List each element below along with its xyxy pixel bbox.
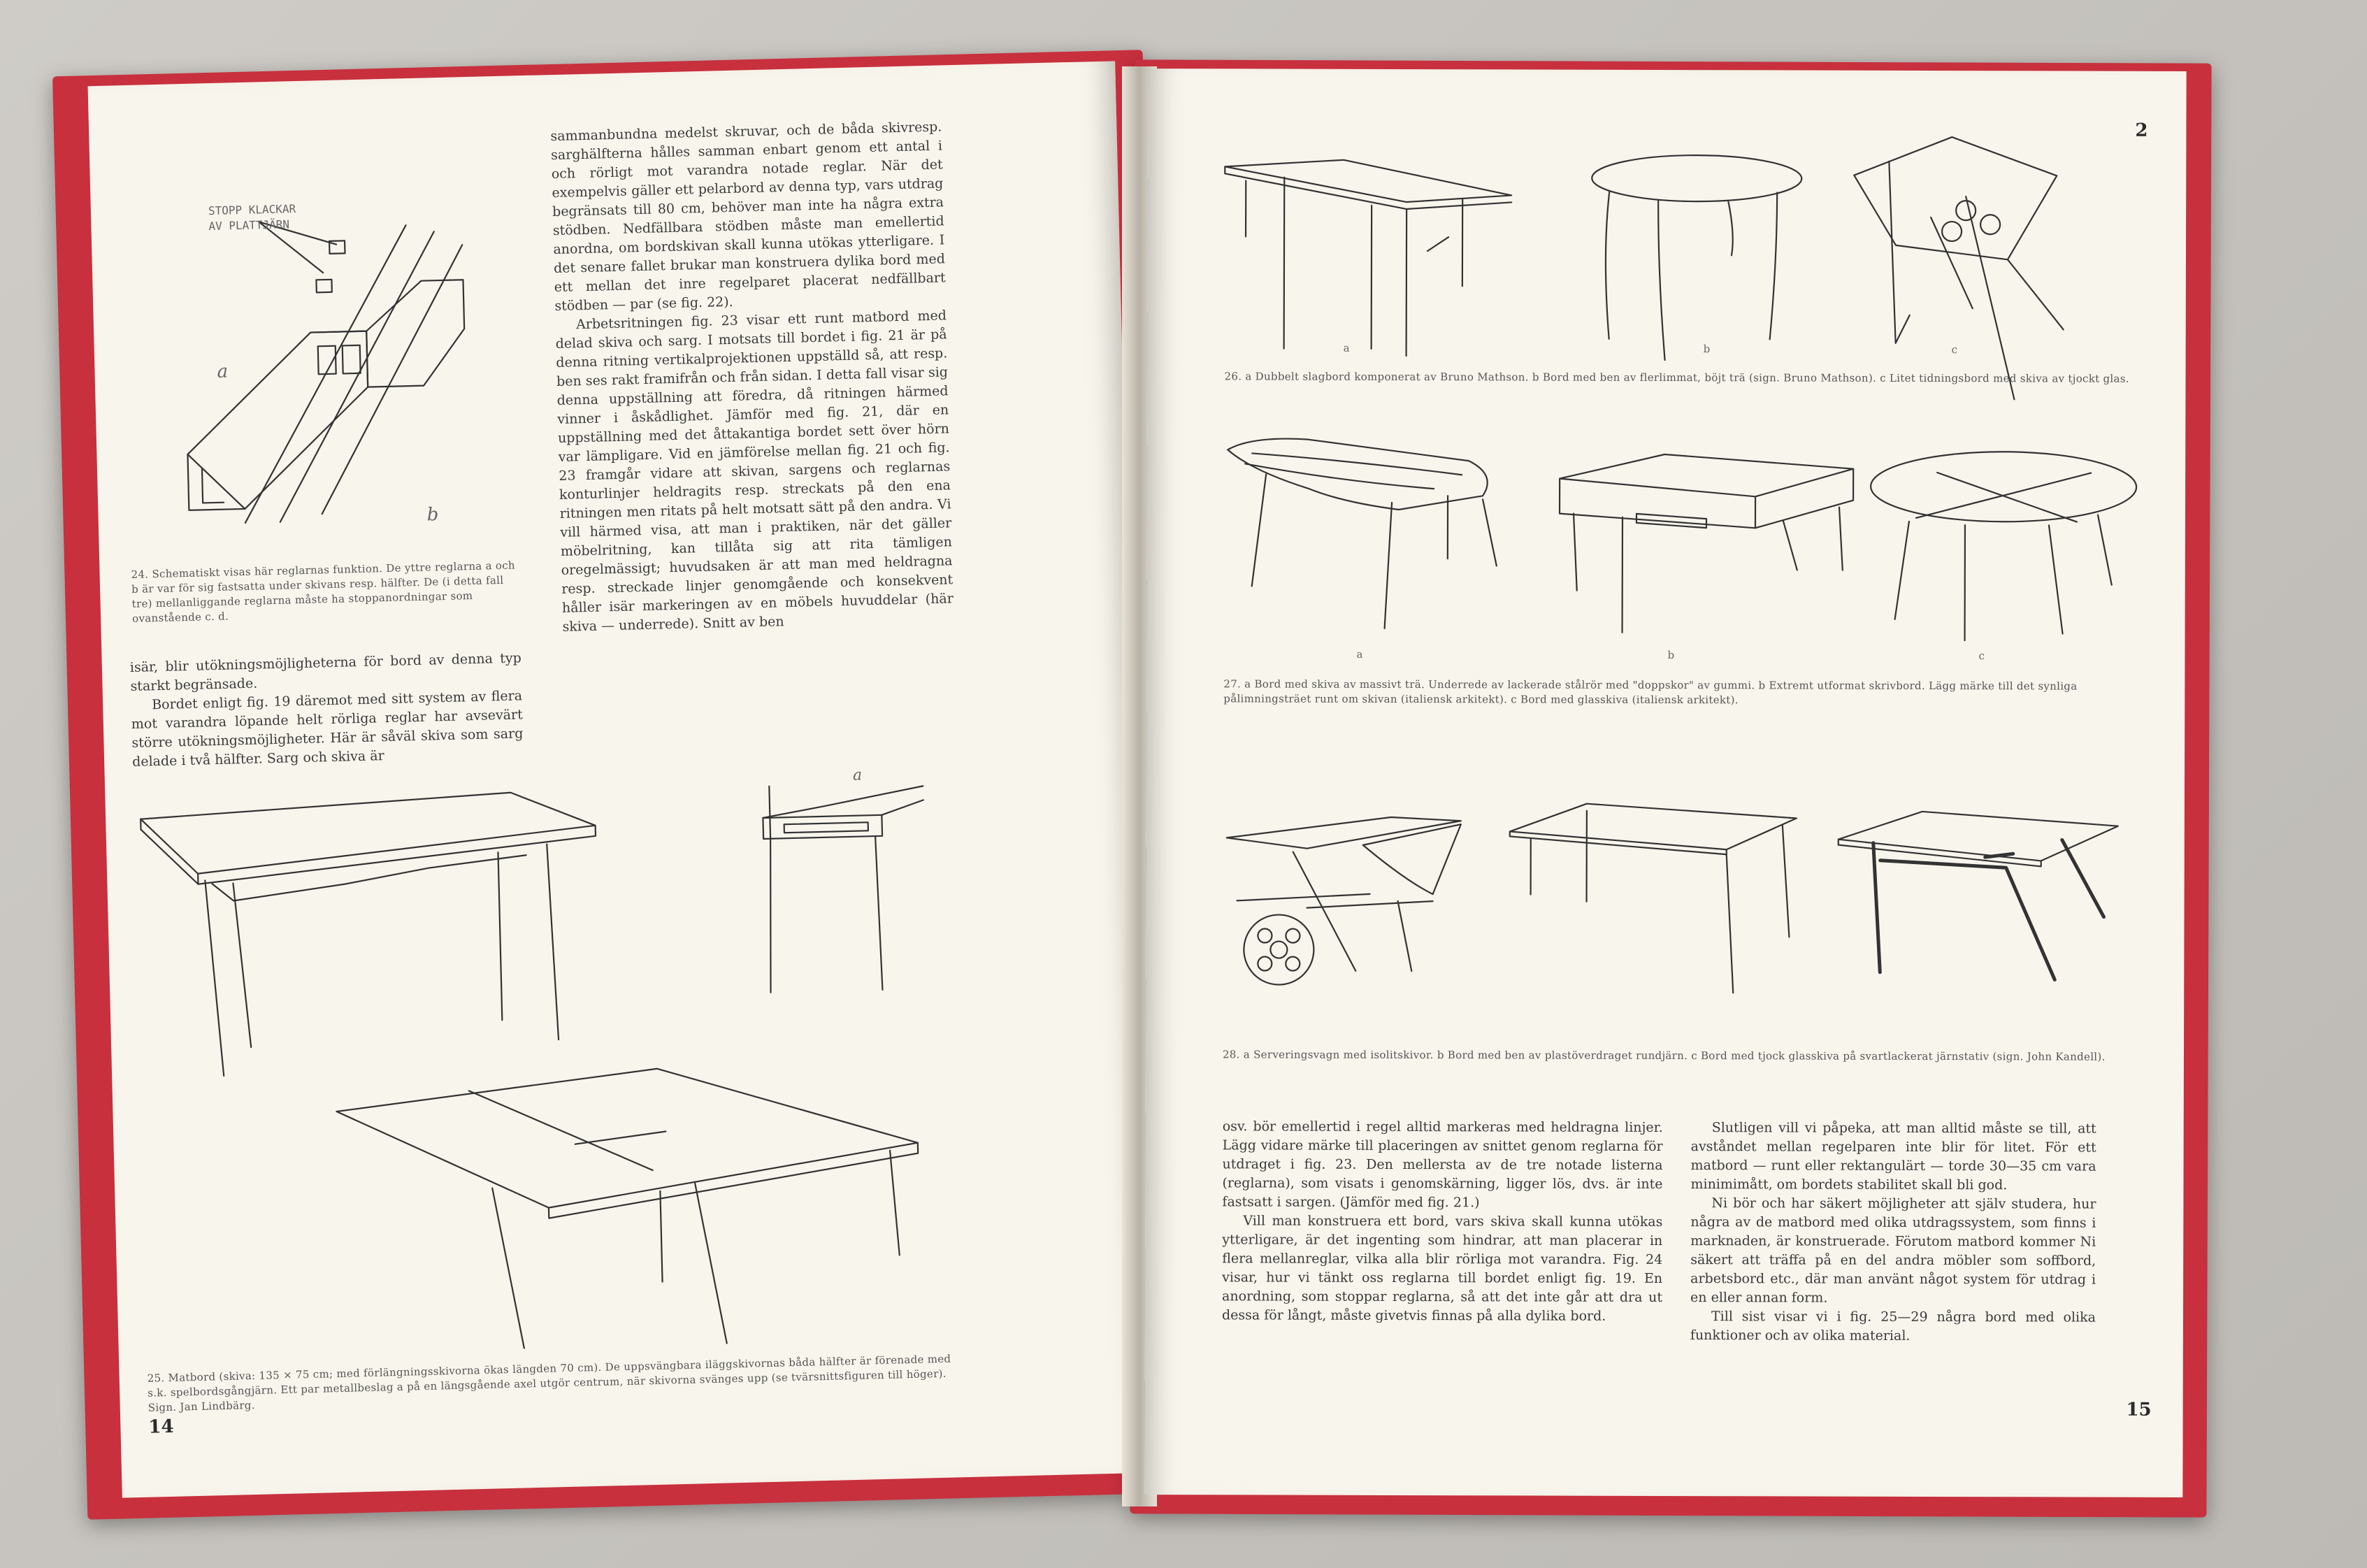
- left-col2-paragraph: sammanbundna medelst skruvar, och de båda skivresp. sarghälfterna hålles samman enbart genom ett antal i och rörligt mot varandra notade reglar. När det exempelvis gäller ett pelarbord av denna typ, vars utdrag begränsats till 80 cm, behöver man inte ha några extra stödben. Nedfällbara stödben måste man emellertid anordna, om bordskivan skall kunna utökas ytterligare. I det senare fallet brukar man konstruera dylika bord med ett mellan det inre regelparet placerat nedfällbart stödben — par (se fig. 22).: [550, 119, 946, 315]
- right-col1-paragraph: osv. bör emellertid i regel alltid markeras med heldragna linjer. Lägg vidare märke till placeringen av snittet genom reglarna för utdraget i fig. 23. Den mellersta av de tre notade listerna (reglarna), som visats i genomskärning, ligger lös, dvs. är inte fastsatt i sargen. (Jämför med fig. 21.): [1222, 1119, 1663, 1211]
- left-column-1: [130, 649, 524, 772]
- right-page: [1144, 69, 2186, 1497]
- fig28c-glass-table: [1831, 798, 2125, 1008]
- fig24-letter-a: a: [217, 361, 229, 382]
- page-number-left: 14: [148, 1416, 174, 1438]
- fig27a-wood-table: [1223, 432, 1504, 656]
- fig24-caption: 24. Schematiskt visas här reglarnas funktion. De yttre reglarna a och b är var för sig fastsatta under skivans resp. hälfter. De (i detta fall tre) mellanliggande reglarna måste ha stoppanordningar som ovanstående c. d.: [131, 559, 516, 625]
- fig26a-gateleg-table: [1218, 152, 1526, 356]
- fig27b-desk: [1552, 451, 1867, 661]
- right-col1-paragraph: Vill man konstruera ett bord, vars skiva skall kunna utökas ytterligare, är det ingenting som hindrar, att man placerar in flera mellanreglar, vilka alla blir rörliga mot varandra. Fig. 24 visar, hur vi tänkt oss reglarna till bordet enligt fig. 19. En anordning, som stoppar reglarna, så att det inte går att dra ut dessa för långt, måste givetvis finnas på alla dylika bord.: [1221, 1213, 1663, 1324]
- fig25-caption: 25. Matbord (skiva: 135 × 75 cm; med förlängningsskivorna ökas längden 70 cm). De uppsvängbara iläggskivornas båda hälfter är förenade med s.k. spelbordsgångjärn. Ett par metallbeslag a på en längsgående axel utgör centrum, när skivorna svänges upp (se tvärsnittsfiguren till höger). Sign. Jan Lindbärg.: [147, 1352, 951, 1414]
- fig25-letter-a: a: [852, 766, 863, 784]
- fig28a-serving-cart: [1223, 796, 1475, 1027]
- right-col2-paragraph: Slutligen vill vi påpeka, att man alltid måste se till, att avståndet mellan regelparen inte blir för litet. För ett matbord — runt eller rektangulärt — torde 30—35 cm vara minimimått, om bordets stabilitet skall bli god.: [1690, 1120, 2096, 1193]
- right-column-2: [1690, 1119, 2096, 1346]
- fig25-table-extended: [329, 1058, 930, 1367]
- fig27-letter-c: c: [1978, 649, 1985, 663]
- left-col1-paragraph: isär, blir utökningsmöjligheterna för bord av denna typ starkt begränsade.: [129, 650, 521, 695]
- fig26-caption: 26. a Dubbelt slagbord komponerat av Bruno Mathson. b Bord med ben av flerlimmat, böjt trä (sign. Bruno Mathson). c Litet tidningsbord med skiva av tjockt glas.: [1224, 370, 2129, 385]
- fig26-letter-b: b: [1703, 343, 1711, 356]
- fig24-letter-b: b: [426, 504, 439, 526]
- fig28b-table: [1502, 796, 1804, 1007]
- fig26b-round-table: [1588, 150, 1813, 361]
- fig27c-glass-table: [1866, 445, 2147, 655]
- right-col2-paragraph: Ni bör och har säkert möjligheter att själv studera, hur några av de matbord med olika utdragssystem, som finns i marknaden, är konstruerade. Förutom matbord kommer Ni säkert att träffa på en del andra möbler som soffbord, arbetsbord etc., där man använt något system för utdrag i en eller annan form.: [1690, 1195, 2096, 1306]
- left-col1-paragraph: Bordet enligt fig. 19 däremot med sitt system av flera mot varandra löpande helt rörliga reglar har avsevärt större utökningsmöjligheter. Här är såväl skiva som sarg delade i två hälfter. Sarg och skiva är: [131, 688, 524, 770]
- chapter-number: 2: [2135, 120, 2148, 141]
- fig26-letter-c: c: [1951, 343, 1958, 357]
- fig25-dining-table: [133, 786, 615, 1091]
- page-number-right: 15: [2126, 1399, 2152, 1420]
- left-page: [88, 61, 1150, 1497]
- fig24-label-line-2: AV PLATTJÄRN: [208, 217, 290, 233]
- fig28-caption: 28. a Serveringsvagn med isolitskivor. b Bord med ben av plastöverdraget rundjärn. c Bord med tjock glasskiva på svartlackerat järnstativ (sign. John Kandell).: [1222, 1048, 2106, 1063]
- right-col2-paragraph: Till sist visar vi i fig. 25—29 några bord med olika funktioner och av olika material.: [1690, 1309, 2096, 1344]
- fig24-label: [208, 201, 296, 234]
- fig27-letter-a: a: [1356, 647, 1363, 661]
- fig25-cross-section: [755, 771, 970, 1000]
- left-column-2: [550, 117, 954, 636]
- fig24-label-line-1: STOPP KLACKAR: [208, 202, 296, 218]
- fig27-letter-b: b: [1667, 649, 1675, 662]
- fig26c-magazine-table: [1846, 134, 2092, 407]
- fig26-letter-a: a: [1343, 341, 1350, 354]
- fig27-caption: 27. a Bord med skiva av massivt trä. Underrede av lackerade stålrör med "doppskor" av gummi. b Extremt utformat skrivbord. Lägg märke till det synliga pålimningsträet runt om skivan (italiensk arkitekt). c Bord med glasskiva (italiensk arkitekt).: [1223, 677, 2078, 707]
- right-column-1: [1222, 1117, 1663, 1326]
- left-col2-paragraph: Arbetsritningen fig. 23 visar ett runt matbord med delad skiva och sarg. I motsats till bordet i fig. 21 är på denna ritning vertikalprojektionen uppställd så, att resp. ben ses rakt framifrån och från sidan. I detta fall visar sig denna uppställning att föredra, då ritningen härmed vinner i åskådlighet. Jämför med fig. 21, där en uppställning med det åttakantiga bordet sett över hörn var lämpligare. Vid en jämförelse mellan fig. 21 och fig. 23 framgår vidare att skivan, sargens och reglarnas konturlinjer heldragits resp. streckats på den ena ritningen men ritats på helt motsatt sätt på den andra. Vi vill härmed visa, att man i praktiken, när det gäller möbelritning, kan tillåta sig att rita tämligen oregelmässigt; huvudsaken är att man med heldragna resp. streckade linjer genomgående och konsekvent håller isär markeringen av en möbels huvuddelar (här skiva — underrede). Snitt av ben: [555, 308, 954, 635]
